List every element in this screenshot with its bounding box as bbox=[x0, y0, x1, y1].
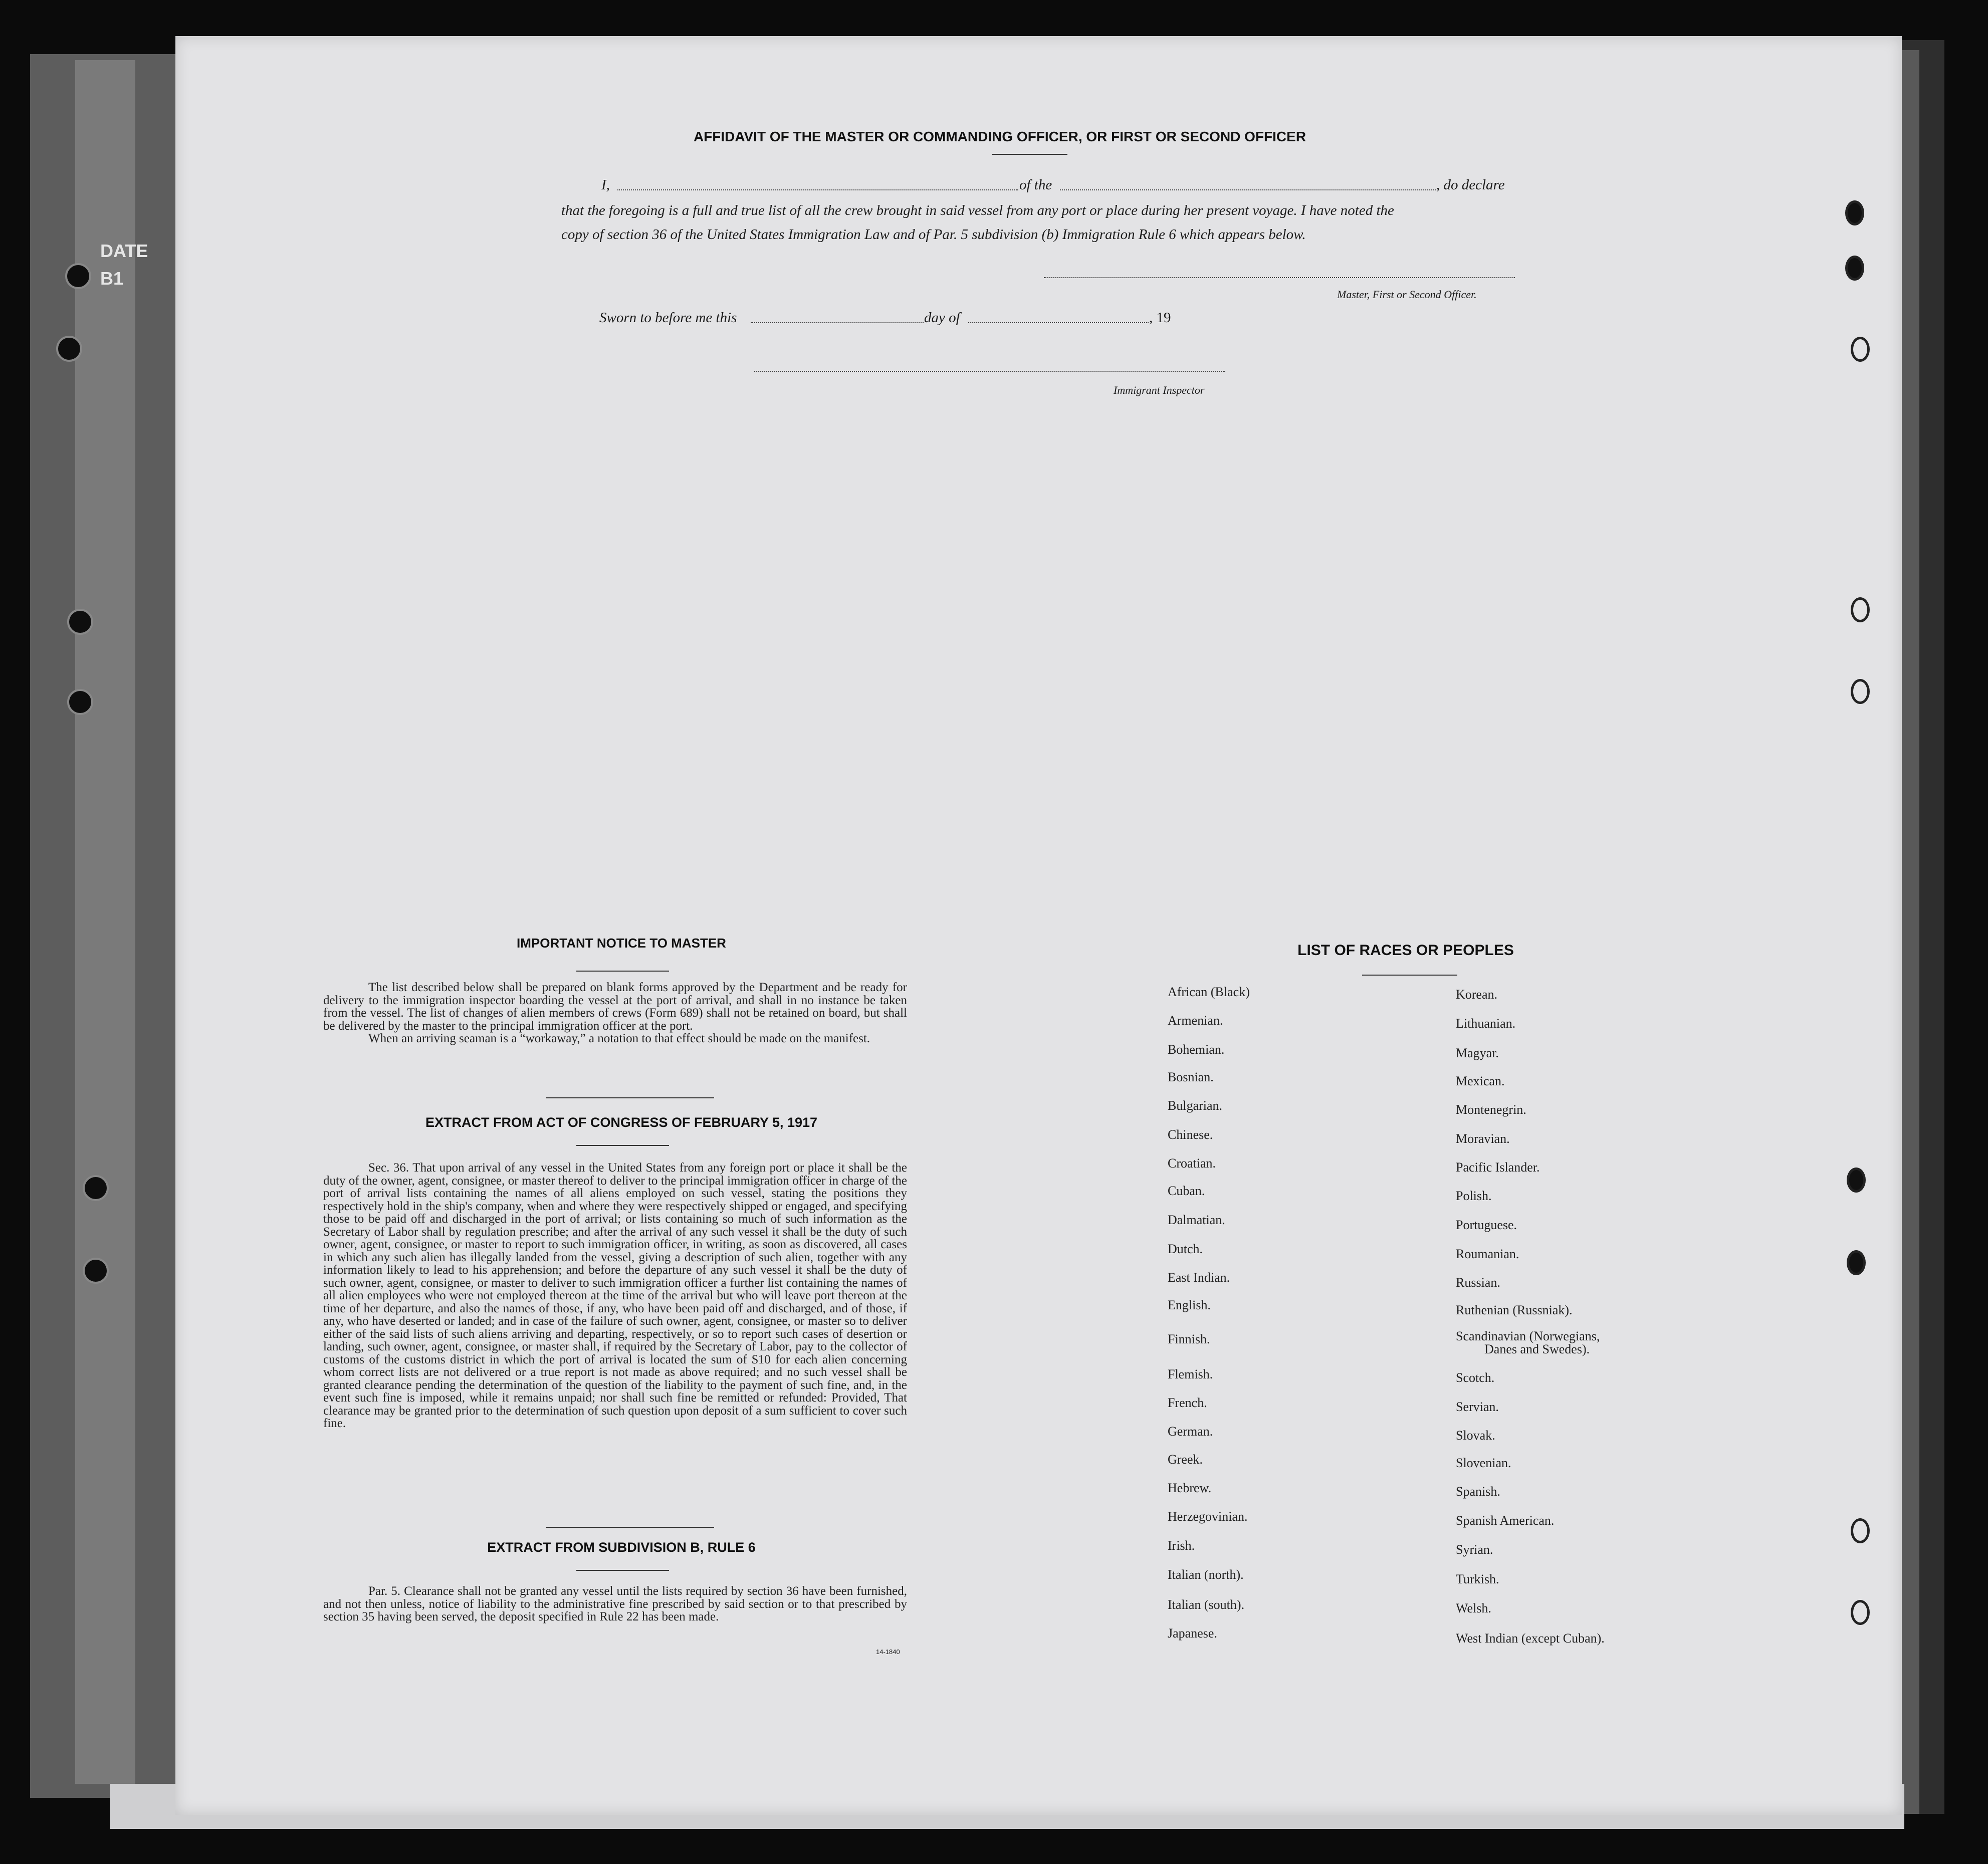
race-item: Korean. bbox=[1456, 987, 1498, 1002]
section-rule bbox=[546, 1097, 714, 1098]
affidavit-line-3: copy of section 36 of the United States Immigration Law and of Par. 5 subdivision (b) Immigration Rule 6 which appears below. bbox=[561, 226, 1306, 243]
race-item: Spanish American. bbox=[1456, 1513, 1555, 1528]
section-36-text: Sec. 36. That upon arrival of any vessel in the United States from any foreign port or place it shall be the duty of the owner, agent, consignee, or master thereof to deliver to the principal immigration officer in charge of the port of arrival lists containing the names of all aliens employed on such vessel, stating the positions they respectively hold in the ship's company, when and where they were respectively shipped or engaged, and specifying those to be paid off and discharged in the port of arrival; or lists containing so much of such information as the Secretary of Labor shall by regulation prescribe; and after the arrival of any such vessel it shall be the duty of such owner, agent, consignee, or master to report to such immigration officer, in writing, as soon as discovered, all cases in which any such alien has illegally landed from the vessel, giving a description of such alien, together with any information likely to lead to his apprehension; and before the departure of any such vessel it shall be the duty of such owner, agent, consignee, or master to deliver to such immigration officer a further list containing the names of all alien employees who were not employed thereon at the time of the arrival but who will leave port thereon at the time of her departure, and also the names of those, if any, who have been paid off and discharged, and of those, if any, who have deserted or landed; and in case of the failure of such owner, agent, consignee, or master so to deliver either of the said lists of such aliens arriving and departing, respectively, or so to report such cases of desertion or landing, such owner, agent, consignee, or master shall, if required by the Secretary of Labor, pay to the collector of customs of the customs district in which the port of arrival is located the sum of $10 for each alien concerning whom correct lists are not delivered or a true report is not made as above required; and no such vessel shall be granted clearance pending the determination of the question of the liability to the payment of such fine, and, in the event such fine is imposed, while it remains unpaid; nor shall such fine be remitted or refunded: Provided, That clearance may be granted prior to the determination of such question upon deposit of a sum sufficient to cover such fine. bbox=[323, 1161, 907, 1430]
title-rule bbox=[992, 154, 1067, 155]
race-item: English. bbox=[1168, 1298, 1211, 1312]
race-item: Pacific Islander. bbox=[1456, 1160, 1540, 1175]
race-item: Russian. bbox=[1456, 1275, 1500, 1290]
race-item: Herzegovinian. bbox=[1168, 1509, 1248, 1524]
race-item: Mexican. bbox=[1456, 1074, 1505, 1088]
signature-caption: Master, First or Second Officer. bbox=[1337, 288, 1477, 301]
notice-paragraph-1: The list described below shall be prepared on blank forms approved by the Department and be ready for delivery to the immigration inspector boarding the vessel at the port of arrival, and shall in no instance be taken from the vessel. The list of changes of alien members of crews (Form 689) shall not be retained on board, but shall be delivered by the master to the principal immigration officer at the port. bbox=[323, 981, 907, 1033]
race-item: Japanese. bbox=[1168, 1626, 1217, 1641]
sworn-day-of: day of bbox=[924, 310, 960, 326]
affidavit-of-the: of the bbox=[1019, 177, 1052, 193]
punch-hole bbox=[83, 1258, 109, 1284]
affidavit-title: AFFIDAVIT OF THE MASTER OR COMMANDING OFFICER, OR FIRST OR SECOND OFFICER bbox=[693, 129, 1306, 144]
race-item: Irish. bbox=[1168, 1538, 1195, 1553]
race-item: Italian (north). bbox=[1168, 1567, 1244, 1582]
race-item: Cuban. bbox=[1168, 1184, 1205, 1198]
race-item: Montenegrin. bbox=[1456, 1102, 1526, 1117]
signature-blank bbox=[1044, 277, 1515, 278]
binding-edge-right-inner bbox=[1899, 50, 1919, 1814]
race-item: Magyar. bbox=[1456, 1046, 1499, 1060]
notice-rule bbox=[576, 971, 669, 972]
race-item: Dalmatian. bbox=[1168, 1213, 1225, 1227]
race-item: Greek. bbox=[1168, 1452, 1203, 1467]
race-item: Syrian. bbox=[1456, 1542, 1493, 1557]
race-item: Turkish. bbox=[1456, 1572, 1499, 1586]
race-item: Italian (south). bbox=[1168, 1597, 1245, 1612]
sworn-year: , 19 bbox=[1149, 310, 1171, 326]
races-rule bbox=[1362, 975, 1457, 976]
stub-partial-text: B1 bbox=[100, 268, 124, 289]
race-item: Flemish. bbox=[1168, 1367, 1213, 1381]
extract-rule-body bbox=[323, 1585, 907, 1623]
extract-act-rule bbox=[576, 1145, 669, 1146]
stub-date-label: DATE bbox=[100, 241, 148, 261]
race-item: French. bbox=[1168, 1395, 1207, 1410]
punch-hole bbox=[67, 609, 93, 635]
sworn-day-blank bbox=[751, 322, 924, 323]
extract-rule-rule bbox=[576, 1570, 669, 1571]
affidavit-i: I, bbox=[601, 177, 610, 193]
race-item: Portuguese. bbox=[1456, 1218, 1517, 1232]
race-item: Bohemian. bbox=[1168, 1042, 1225, 1057]
race-item: Welsh. bbox=[1456, 1601, 1491, 1615]
punch-hole bbox=[1845, 200, 1864, 225]
notice-body bbox=[323, 981, 907, 1045]
notice-paragraph-2: When an arriving seaman is a “workaway,” a notation to that effect should be made on the manifest. bbox=[368, 1032, 870, 1045]
race-item: Ruthenian (Russniak). bbox=[1456, 1303, 1573, 1317]
race-item: Scandinavian (Norwegians, bbox=[1456, 1329, 1600, 1343]
race-item: East Indian. bbox=[1168, 1270, 1230, 1285]
race-item: Dutch. bbox=[1168, 1242, 1203, 1256]
punch-hole bbox=[1851, 1600, 1870, 1625]
affidavit-line-2: that the foregoing is a full and true list of all the crew brought in said vessel from any port or place during her present voyage. I have noted the bbox=[561, 202, 1394, 218]
races-title: LIST OF RACES OR PEOPLES bbox=[1297, 942, 1514, 959]
race-item: African (Black) bbox=[1168, 985, 1250, 999]
race-item: Lithuanian. bbox=[1456, 1016, 1516, 1031]
name-blank bbox=[617, 189, 1018, 190]
punch-hole bbox=[1845, 256, 1864, 281]
inspector-signature-blank bbox=[754, 371, 1225, 372]
extract-rule-title: EXTRACT FROM SUBDIVISION B, RULE 6 bbox=[487, 1540, 756, 1555]
sworn-month-blank bbox=[968, 322, 1149, 323]
notice-title: IMPORTANT NOTICE TO MASTER bbox=[517, 936, 726, 951]
extract-act-title: EXTRACT FROM ACT OF CONGRESS OF FEBRUARY 5, 1917 bbox=[425, 1115, 818, 1130]
vessel-blank bbox=[1060, 189, 1436, 190]
par-5-text: Par. 5. Clearance shall not be granted any vessel until the lists required by section 36 have been furnished, and not then unless, notice of liability to the administrative fine prescribed by said section or to that prescribed by section 35 having been served, the deposit specified in Rule 22 has been made. bbox=[323, 1584, 907, 1623]
punch-hole bbox=[83, 1175, 109, 1201]
affidavit-do-declare: , do declare bbox=[1436, 177, 1505, 193]
punch-hole bbox=[67, 689, 93, 715]
race-item: German. bbox=[1168, 1424, 1213, 1439]
extract-act-body bbox=[323, 1161, 907, 1430]
punch-hole bbox=[1851, 1518, 1870, 1543]
punch-hole bbox=[1851, 337, 1870, 362]
race-scandinavian-continuation: Danes and Swedes). bbox=[1484, 1342, 1590, 1356]
race-item: Scotch. bbox=[1456, 1370, 1495, 1385]
race-item: Slovak. bbox=[1456, 1428, 1495, 1443]
race-item: Hebrew. bbox=[1168, 1481, 1212, 1495]
inspector-caption: Immigrant Inspector bbox=[1114, 384, 1205, 396]
race-item: Servian. bbox=[1456, 1400, 1499, 1414]
race-item: Slovenian. bbox=[1456, 1456, 1511, 1470]
race-item: Finnish. bbox=[1168, 1332, 1210, 1346]
punch-hole bbox=[1847, 1168, 1866, 1193]
underlying-page-fold bbox=[75, 60, 135, 1784]
race-item: Bulgarian. bbox=[1168, 1098, 1223, 1113]
race-item: Spanish. bbox=[1456, 1484, 1500, 1499]
race-item: Chinese. bbox=[1168, 1127, 1213, 1142]
race-item: Moravian. bbox=[1456, 1131, 1510, 1146]
race-item: Croatian. bbox=[1168, 1156, 1216, 1171]
race-item: Bosnian. bbox=[1168, 1070, 1214, 1084]
race-item: West Indian (except Cuban). bbox=[1456, 1631, 1605, 1646]
sworn-prefix: Sworn to before me this bbox=[599, 310, 737, 326]
punch-hole bbox=[56, 336, 82, 362]
section-rule bbox=[546, 1527, 714, 1528]
punch-hole bbox=[1847, 1250, 1866, 1275]
race-item: Roumanian. bbox=[1456, 1247, 1519, 1261]
punch-hole bbox=[1851, 679, 1870, 704]
punch-hole bbox=[1851, 597, 1870, 622]
punch-hole bbox=[65, 263, 91, 289]
race-item: Polish. bbox=[1456, 1189, 1492, 1203]
form-number: 14-1840 bbox=[876, 1648, 900, 1656]
race-item: Armenian. bbox=[1168, 1013, 1223, 1028]
